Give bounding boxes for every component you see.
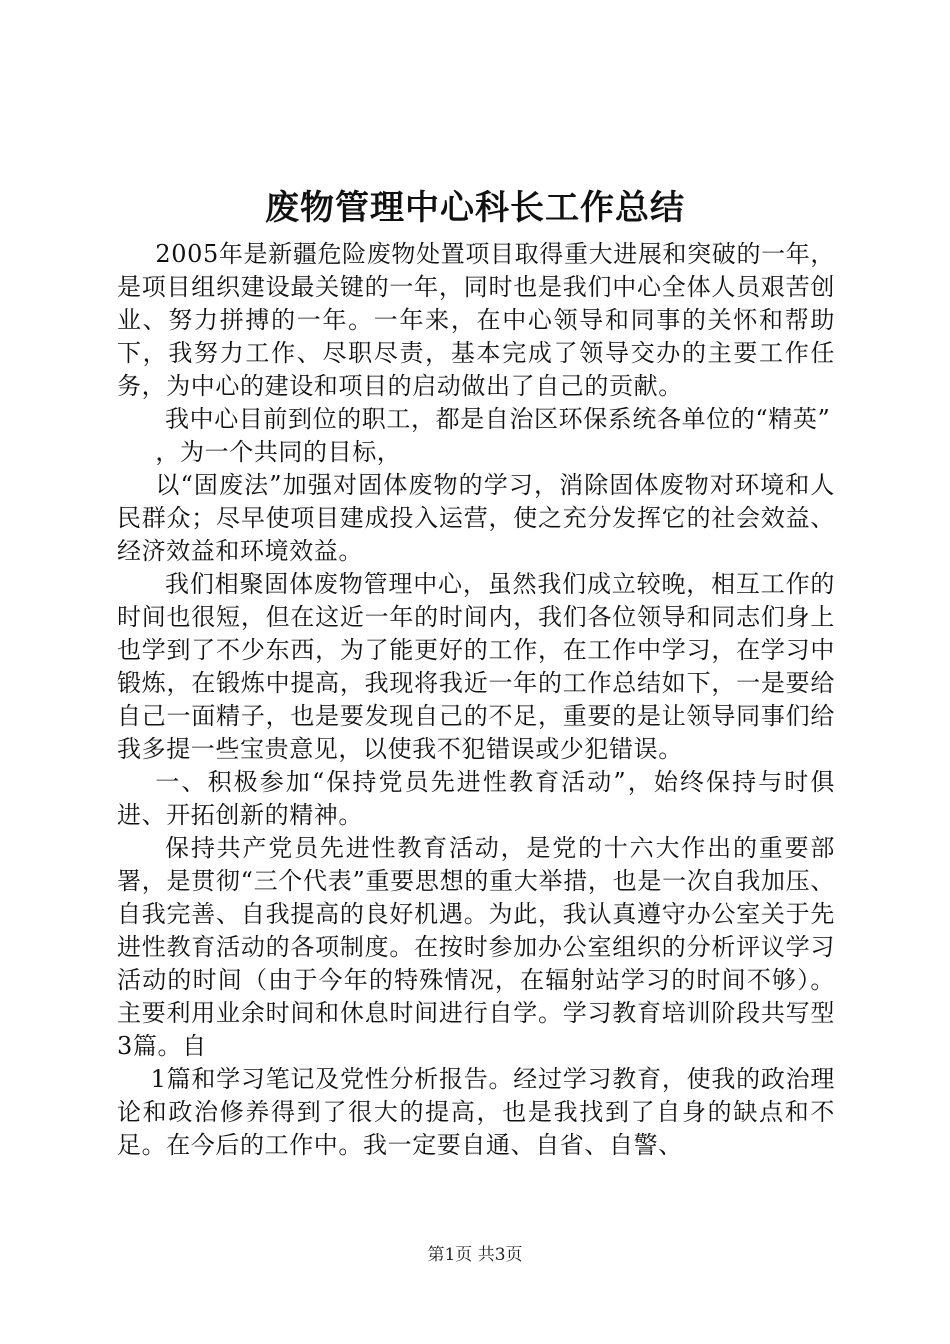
paragraph-education-activity: 保持共产党员先进性教育活动，是党的十六大作出的重要部署，是贯彻“三个代表”重要思想的重大举措，也是一次自我加压、自我完善、自我提高的良好机遇。为此，我认真遵守办公室关于先进性教育活动的各项制度。在按时参加办公室组织的分析评议学习活动的时间（由于今年的特殊情况，在辐射站学习的时间不够）。主要利用业余时间和休息时间进行自学。学习教育培训阶段共写型3篇。自	[117, 834, 835, 1060]
paragraph-intro: 2005年是新疆危险废物处置项目取得重大进展和突破的一年，是项目组织建设最关键的一年，同时也是我们中心全体人员艰苦创业、努力拼搏的一年。一年来，在中心领导和同事的关怀和帮助下，我努力工作、尽职尽责，基本完成了领导交办的主要工作任务，为中心的建设和项目的启动做出了自己的贡献。	[117, 240, 835, 400]
paragraph-common-goal: ，为一个共同的目标，	[155, 438, 402, 466]
document-body	[117, 238, 835, 1162]
paragraph-gathering: 我们相聚固体废物管理中心，虽然我们成立较晚，相互工作的时间也很短，但在这近一年的时间内，我们各位领导和同志们身上也学到了不少东西，为了能更好的工作，在工作中学习，在学习中锻炼，在锻炼中提高，我现将我近一年的工作总结如下，一是要给自己一面精子，也是要发现自己的不足，重要的是让领导同事们给我多提一些宝贵意见，以使我不犯错误或少犯错误。	[117, 570, 835, 763]
paragraph-staff: 我中心目前到位的职工，都是自治区环保系统各单位的“精英”	[165, 405, 831, 433]
section-heading-one: 一、积极参加“保持党员先进性教育活动”，始终保持与时俱进、开拓创新的精神。	[117, 768, 835, 829]
page-number: 第1页 共3页	[427, 1245, 523, 1265]
paragraph-solid-waste-law: 以“固废法”加强对固体废物的学习，消除固体废物对环境和人民群众；尽早使项目建成投入运营，使之充分发挥它的社会效益、经济效益和环境效益。	[117, 471, 835, 565]
document-title: 废物管理中心科长工作总结	[265, 188, 685, 228]
paragraph-study-notes: 1篇和学习笔记及党性分析报告。经过学习教育，使我的政治理论和政治修养得到了很大的提高，也是我找到了自身的缺点和不足。在今后的工作中。我一定要自通、自省、自警、	[117, 1065, 835, 1159]
